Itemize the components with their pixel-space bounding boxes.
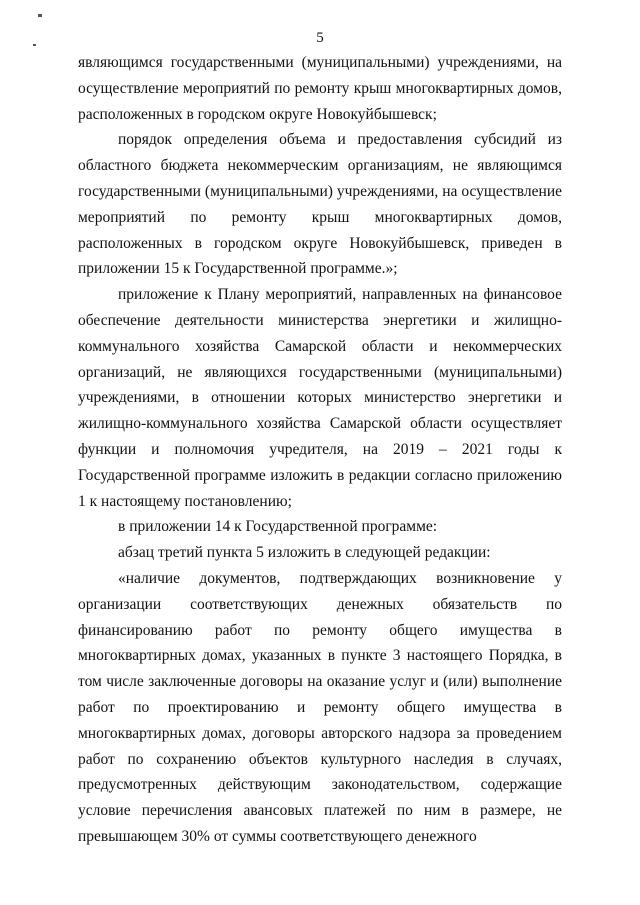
paragraph: в приложении 14 к Государственной программе: xyxy=(118,518,438,536)
paragraph: приложение к Плану мероприятий, направленных на финансовое обеспечение деятельности министерства энергетики и жилищно-коммунального хозяйства Самарской области и некоммерческих организаций, не являющихся государственными (муниципальными) учреждениями, в отношении которых министерство энергетики и жилищно-коммунального хозяйства Самарской области осуществляет функции и полномочия учредителя, на 2019 – 2021 годы к Государственной программе изложить в редакции согласно приложению 1 к настоящему постановлению; xyxy=(78,286,562,510)
document-body xyxy=(78,50,562,850)
paragraph: порядок определения объема и предоставления субсидий из областного бюджета некоммерческим организациям, не являющимся государственными (муниципальными) учреждениями, на осуществление мероприятий по ремонту крыш многоквартирных домов, расположенных в городском округе Новокуйбышевск, приведен в приложении 15 к Государственной программе.»; xyxy=(78,131,562,278)
paragraph: «наличие документов, подтверждающих возникновение у организации соответствующих денежных обязательств по финансированию работ по ремонту общего имущества в многоквартирных домах, указанных в пункте 3 настоящего Порядка, в том числе заключенные договоры на оказание услуг и (или) выполнение работ по проектированию и ремонту общего имущества в многоквартирных домах, договоры авторского надзора за проведением работ по сохранению объектов культурного наследия в случаях, предусмотренных действующим законодательством, содержащие условие перечисления авансовых платежей по ним в размере, не превышающем 30% от суммы соответствующего денежного xyxy=(78,569,562,845)
paragraph: абзац третий пункта 5 изложить в следующей редакции: xyxy=(118,544,491,562)
page-number: 5 xyxy=(316,30,324,46)
scan-speck xyxy=(38,14,42,17)
paragraph: являющимся государственными (муниципальными) учреждениями, на осуществление мероприятий по ремонту крыш многоквартирных домов, расположенных в городском округе Новокуйбышевск; xyxy=(78,54,562,123)
